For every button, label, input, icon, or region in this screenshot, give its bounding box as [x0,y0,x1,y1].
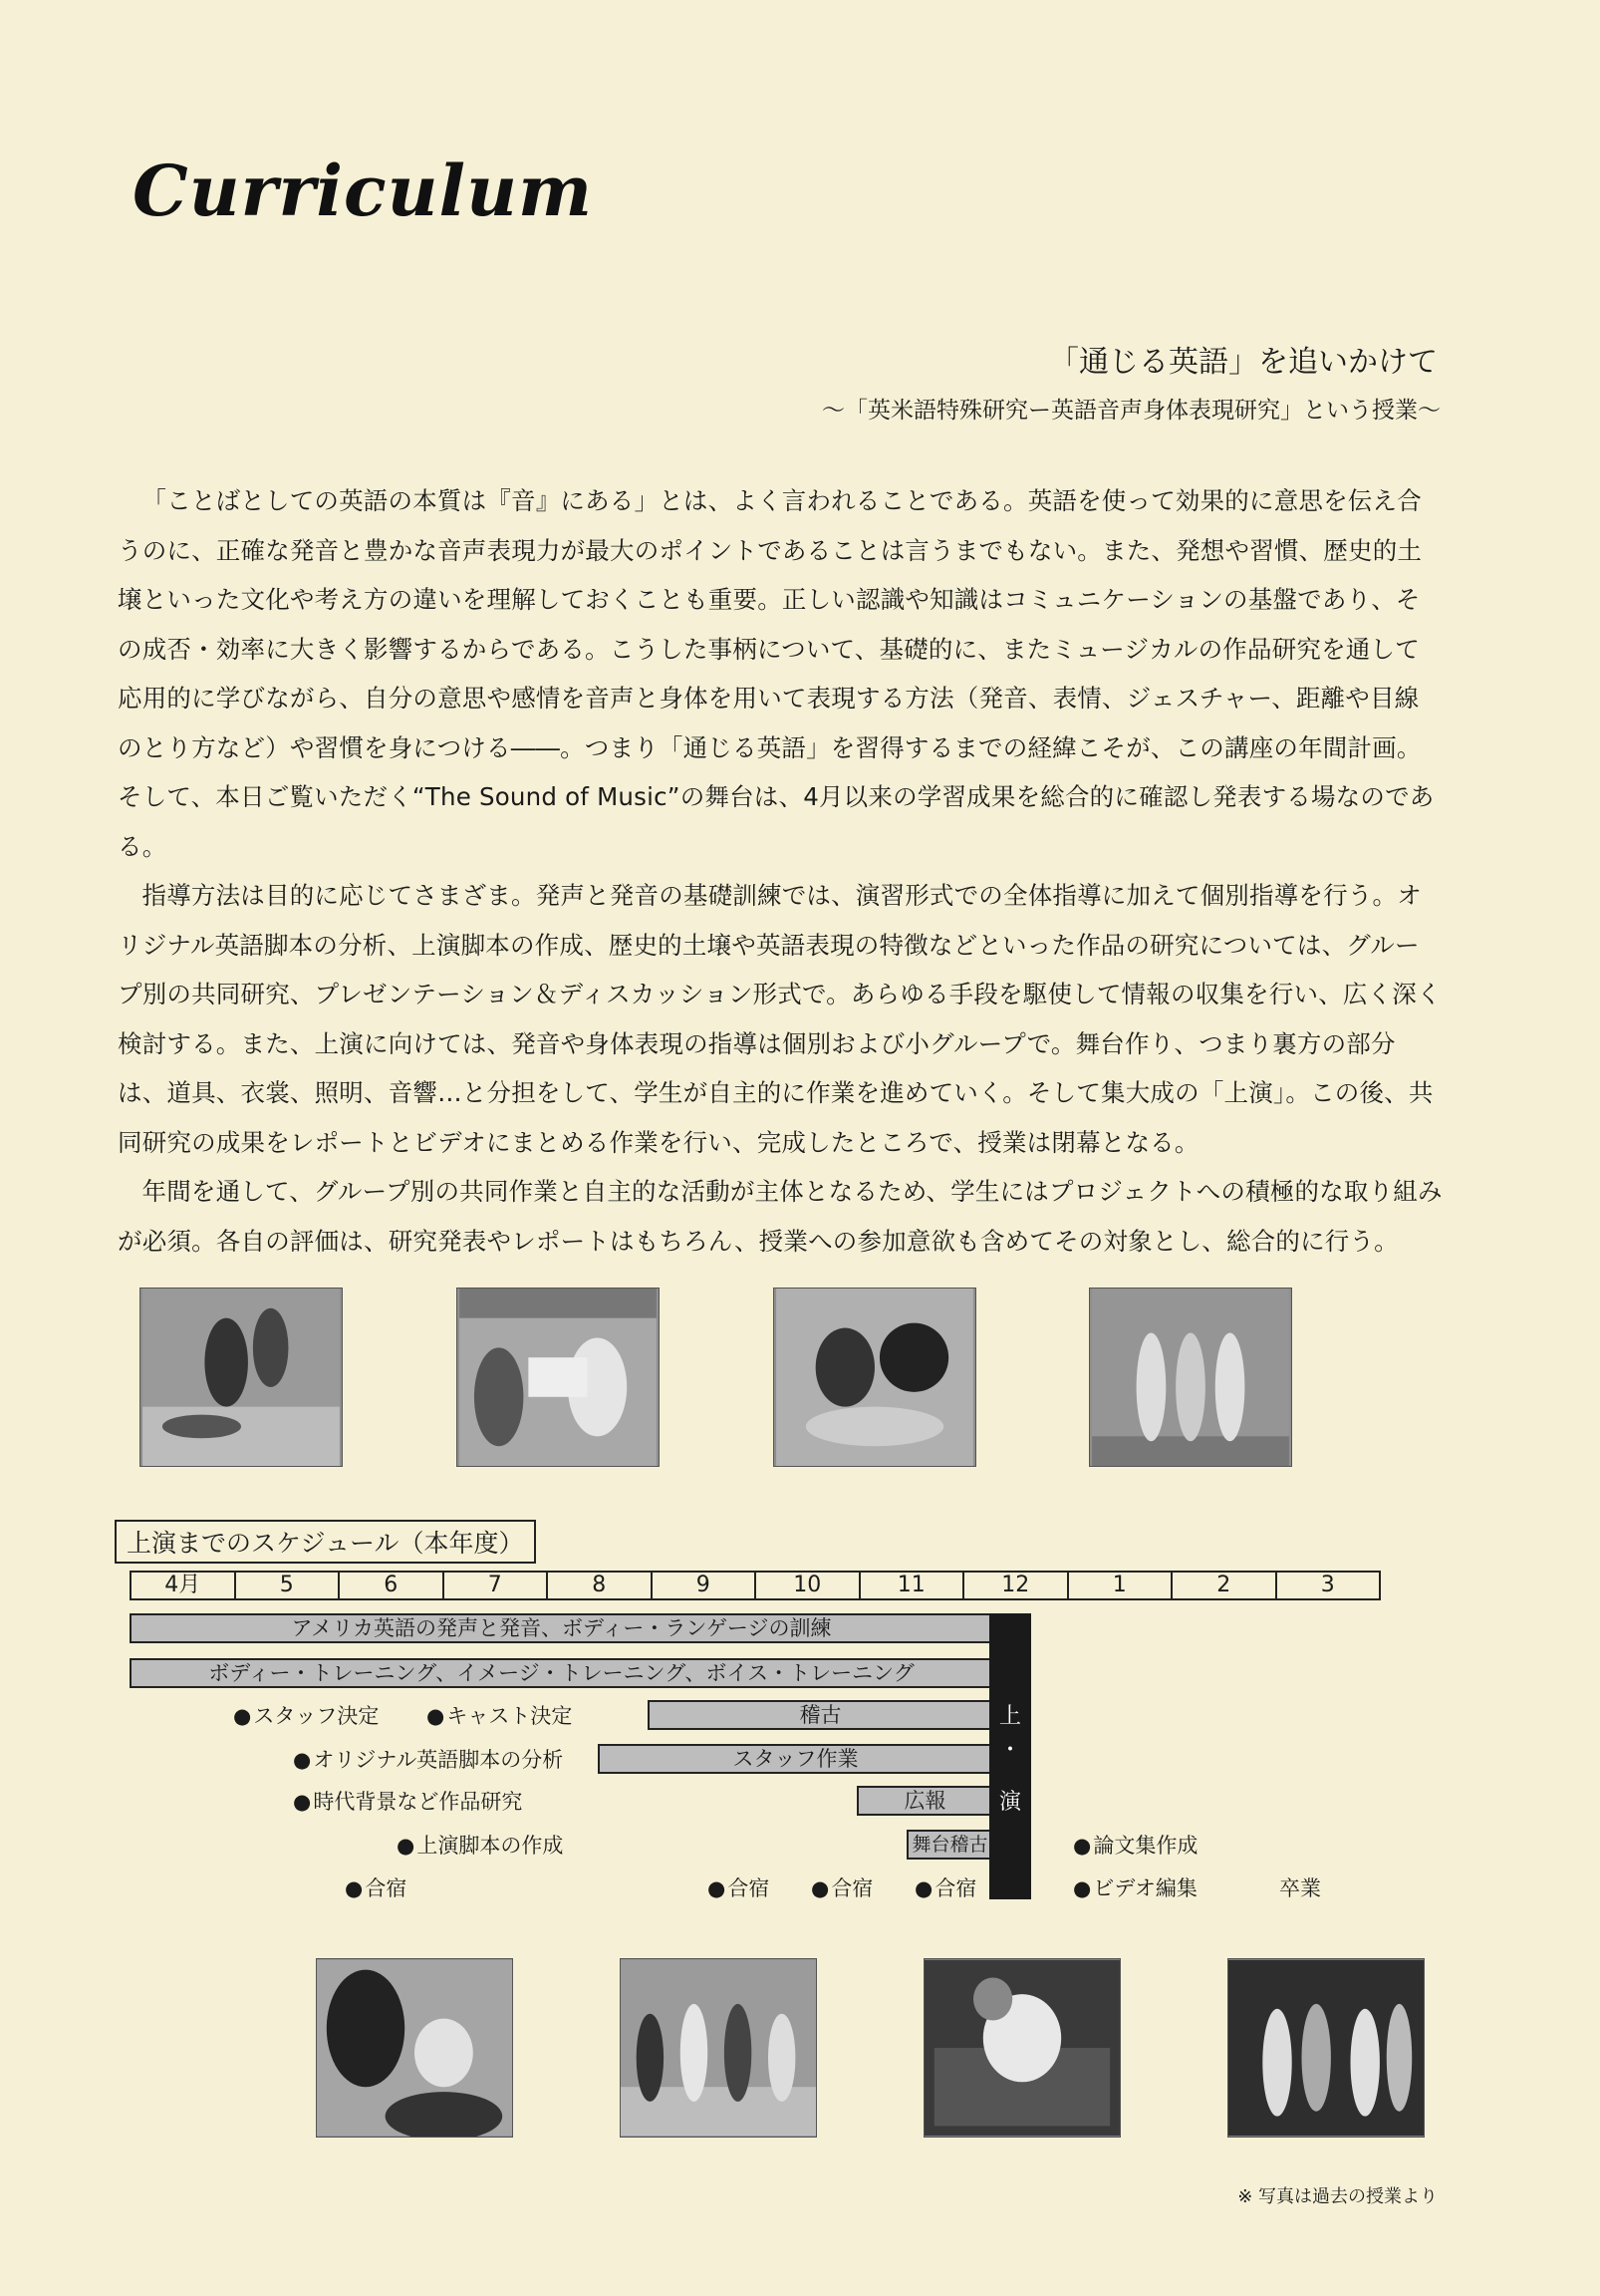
bullet-icon: ● [426,1704,445,1728]
photo-class-3 [773,1288,976,1467]
item-script-writing: ●上演脚本の作成 [397,1834,564,1858]
item-camp-1: ●合宿 [345,1876,407,1900]
page-title: Curriculum [133,149,594,232]
month-10: 10 [756,1573,861,1598]
performance-char-2: ・ [998,1738,1021,1763]
bullet-icon: ● [811,1876,830,1900]
month-1: 1 [1069,1573,1174,1598]
photo-class-1 [139,1288,343,1467]
paragraph-3: 年間を通して、グループ別の共同作業と自主的な活動が主体となるため、学生にはプロジェクトへの積極的な取り組みが必須。各自の評価は、研究発表やレポートはもちろん、授業への参加意欲も含めてその対象とし、総合的に行う。 [118,1177,1443,1256]
performance-bar [989,1613,1031,1899]
photo-class-2 [456,1288,660,1467]
headline: 「通じる英語」を追いかけて [1049,345,1438,380]
subheadline: 〜「英米語特殊研究ー英語音声身体表現研究」という授業〜 [822,398,1441,424]
month-8: 8 [548,1573,653,1598]
bullet-icon: ● [293,1790,312,1814]
item-cast-decision: ●キャスト決定 [426,1704,573,1728]
paragraph-1: 「ことばとしての英語の本質は『音』にある」とは、よく言われることである。英語を使って効果的に意思を伝え合うのに、正確な発音と豊かな音声表現力が最大のポイントであることは言うまでもない。また、発想や習慣、歴史的土壌といった文化や考え方の違いを理解しておくことも重要。正しい認識や知識はコミュニケーションの基盤であり、その成否・効率に大きく影響するからである。こうした事柄について、基礎的に、またミュージカルの作品研究を通して応用的に学びながら、自分の意思や感情を音声と身体を用いて表現する方法（発音、表情、ジェスチャー、距離や目線のとり方など）や習慣を身につける――。つまり「通じる英語」を習得するまでの経緯こそが、この講座の年間計画。そして、本日ご覧いただく“The Sound of Music”の舞台は、4月以来の学習成果を総合的に確認し発表する場なのである。 [118,486,1435,861]
photo-note: ※ 写真は過去の授業より [1237,2186,1438,2207]
bar-pronunciation: アメリカ英語の発声と発音、ボディー・ランゲージの訓練 [130,1613,993,1643]
bullet-icon: ● [915,1876,933,1900]
bullet-icon: ● [397,1834,415,1858]
bullet-icon: ● [707,1876,726,1900]
bar-rehearsal: 稽古 [648,1700,993,1730]
photo-stage [1227,1958,1425,2138]
bullet-icon: ● [293,1748,312,1772]
item-video: ●ビデオ編集 [1073,1876,1198,1900]
month-3: 3 [1320,1573,1335,1597]
month-6: 6 [340,1573,444,1598]
photo-equipment [924,1958,1121,2138]
performance-char-1: 上 [998,1704,1021,1729]
bar-staff-work: スタッフ作業 [598,1744,993,1774]
schedule-title: 上演までのスケジュール（本年度） [115,1520,536,1564]
month-header [130,1571,1381,1600]
bar-publicity: 広報 [857,1786,993,1816]
bullet-icon: ● [233,1704,252,1728]
bar-stage-rehearsal: 舞台稽古 [907,1830,993,1860]
item-camp-3: ●合宿 [811,1876,874,1900]
month-9: 9 [653,1573,757,1598]
month-4: 4月 [132,1573,236,1598]
month-2: 2 [1173,1573,1277,1598]
month-7: 7 [444,1573,549,1598]
photo-class-4 [1089,1288,1292,1467]
photo-makeup [316,1958,513,2138]
item-script-analysis: ●オリジナル英語脚本の分析 [293,1748,564,1772]
body-text [118,476,1443,1266]
performance-char-3: 演 [998,1790,1021,1815]
bullet-icon: ● [345,1876,364,1900]
item-thesis: ●論文集作成 [1073,1834,1199,1858]
item-camp-4: ●合宿 [915,1876,977,1900]
item-camp-2: ●合宿 [707,1876,770,1900]
month-12: 12 [964,1573,1069,1598]
item-staff-decision: ●スタッフ決定 [233,1704,380,1728]
bullet-icon: ● [1073,1876,1092,1900]
bar-training: ボディー・トレーニング、イメージ・トレーニング、ボイス・トレーニング [130,1658,993,1688]
paragraph-2: 指導方法は目的に応じてさまざま。発声と発音の基礎訓練では、演習形式での全体指導に加えて個別指導を行う。オリジナル英語脚本の分析、上演脚本の作成、歴史的土壌や英語表現の特徴などといった作品の研究については、グループ別の共同研究、プレゼンテーション＆ディスカッション形式で。あらゆる手段を駆使して情報の収集を行い、広く深く検討する。また、上演に向けては、発音や身体表現の指導は個別および小グループで。舞台作り、つまり裏方の部分は、道具、衣裳、照明、音響…と分担をして、学生が自主的に作業を進めていく。そして集大成の「上演」。この後、共同研究の成果をレポートとビデオにまとめる作業を行い、完成したところで、授業は閉幕となる。 [118,881,1442,1157]
item-period-research: ●時代背景など作品研究 [293,1790,523,1814]
photo-group [620,1958,817,2138]
month-11: 11 [861,1573,965,1598]
bullet-icon: ● [1073,1834,1092,1858]
item-graduation: 卒業 [1279,1876,1321,1900]
month-5: 5 [236,1573,341,1598]
